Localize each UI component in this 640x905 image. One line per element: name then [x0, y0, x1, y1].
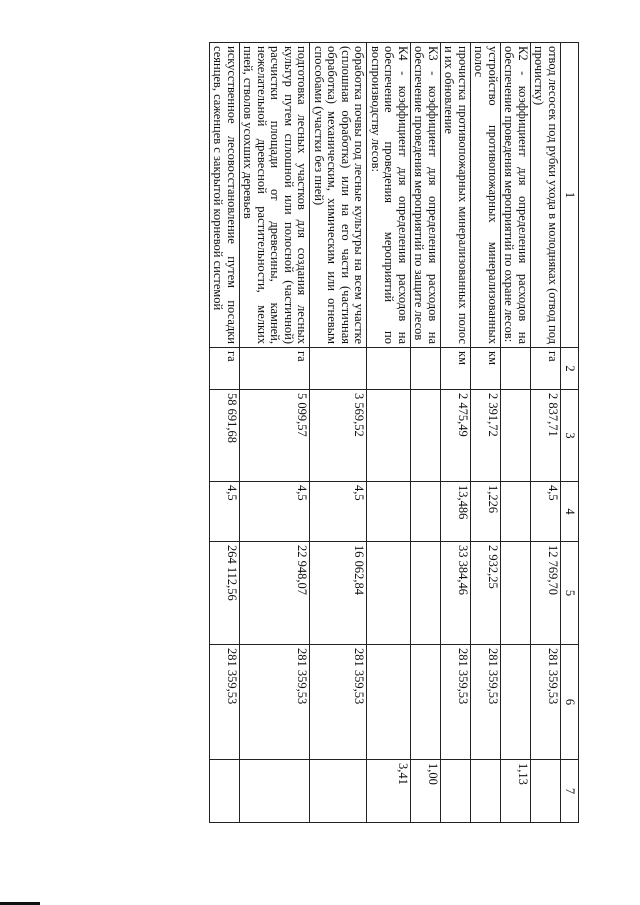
row-value-col3: 2 391,72	[471, 390, 501, 482]
row-unit: км	[441, 348, 471, 390]
row-value-col5: 22 948,07	[240, 542, 311, 645]
table-row	[441, 43, 471, 823]
row-value-col5: 2 932,25	[471, 542, 501, 645]
row-value-col6: 281 359,53	[310, 645, 367, 760]
row-description: подготовка лесных участков для создания лесных культур путем сплошной или полосной (частичной) расчистки площади от древесины, камней, нежелательной древесной растительности, мелких пней, стволов усохших деревьев	[240, 43, 311, 348]
header-row	[561, 43, 579, 823]
table-row	[310, 43, 367, 823]
header-col-3: 3	[561, 390, 579, 482]
row-value-col3	[501, 390, 531, 482]
table-row	[367, 43, 411, 823]
row-value-col6: 281 359,53	[441, 645, 471, 760]
row-value-col4	[411, 482, 441, 542]
table-row	[531, 43, 561, 823]
row-value-col3: 3 569,52	[310, 390, 367, 482]
row-coefficient	[471, 760, 501, 823]
row-value-col6: 281 359,53	[471, 645, 501, 760]
row-unit	[501, 348, 531, 390]
row-description: прочистка противопожарных минерализованных полос и их обновление	[441, 43, 471, 348]
row-coefficient: 1,00	[411, 760, 441, 823]
header-col-4: 4	[561, 482, 579, 542]
row-value-col3: 2 475,49	[441, 390, 471, 482]
row-description: К3 - коэффициент для определения расходов на обеспечение проведения мероприятий по защите лесов	[411, 43, 441, 348]
row-coefficient	[310, 760, 367, 823]
header-col-6: 6	[561, 645, 579, 760]
row-description: К4 - коэффициент для определения расходов на обеспечение проведения мероприятий по воспроизводству лесов:	[367, 43, 411, 348]
table-row	[501, 43, 531, 823]
row-unit: га	[210, 348, 240, 390]
row-value-col5: 16 062,84	[310, 542, 367, 645]
row-value-col3	[411, 390, 441, 482]
row-value-col5	[411, 542, 441, 645]
row-value-col4: 4,5	[310, 482, 367, 542]
row-coefficient	[531, 760, 561, 823]
row-value-col5: 12 769,70	[531, 542, 561, 645]
row-unit	[310, 348, 367, 390]
row-value-col5	[501, 542, 531, 645]
row-unit	[411, 348, 441, 390]
row-value-col4	[367, 482, 411, 542]
row-value-col5: 264 112,56	[210, 542, 240, 645]
row-unit: га	[240, 348, 311, 390]
table-row	[471, 43, 501, 823]
table-row	[210, 43, 240, 823]
row-value-col3: 58 691,68	[210, 390, 240, 482]
row-description: отвод лесосек под рубки ухода в молодняках (отвод под прочистку)	[531, 43, 561, 348]
row-value-col4: 13,486	[441, 482, 471, 542]
row-value-col4: 4,5	[531, 482, 561, 542]
row-value-col6	[411, 645, 441, 760]
row-description: обработка почвы под лесные культуры на всем участке (сплошная обработка) или на его части (частичная обработка) механическим, химическим или огневым способами (участки без пней)	[310, 43, 367, 348]
row-unit: га	[531, 348, 561, 390]
row-value-col3: 2 837,71	[531, 390, 561, 482]
row-value-col6	[367, 645, 411, 760]
row-value-col5	[367, 542, 411, 645]
row-value-col3	[367, 390, 411, 482]
row-value-col6: 281 359,53	[210, 645, 240, 760]
row-unit	[367, 348, 411, 390]
row-value-col6	[501, 645, 531, 760]
row-value-col5: 33 384,46	[441, 542, 471, 645]
row-description: К2 - коэффициент для определения расходов на обеспечение проведения мероприятий по охране лесов:	[501, 43, 531, 348]
header-col-1: 1	[561, 43, 579, 348]
row-description: устройство противопожарных минерализованных полос	[471, 43, 501, 348]
row-value-col4: 1,226	[471, 482, 501, 542]
row-coefficient	[441, 760, 471, 823]
row-value-col4: 4,5	[240, 482, 311, 542]
row-value-col6: 281 359,53	[240, 645, 311, 760]
row-coefficient: 1,13	[501, 760, 531, 823]
row-coefficient	[210, 760, 240, 823]
table-row	[240, 43, 311, 823]
row-value-col3: 5 099,57	[240, 390, 311, 482]
row-value-col4	[501, 482, 531, 542]
row-unit: км	[471, 348, 501, 390]
header-col-5: 5	[561, 542, 579, 645]
row-coefficient: 3,41	[367, 760, 411, 823]
cost-coefficients-table	[209, 42, 579, 823]
table-row	[411, 43, 441, 823]
header-col-7: 7	[561, 760, 579, 823]
row-value-col6: 281 359,53	[531, 645, 561, 760]
row-value-col4: 4,5	[210, 482, 240, 542]
row-description: искусственное лесовосстановление путем посадки сеянцев, саженцев с закрытой корневой системой	[210, 43, 240, 348]
row-coefficient	[240, 760, 311, 823]
header-col-2: 2	[561, 348, 579, 390]
